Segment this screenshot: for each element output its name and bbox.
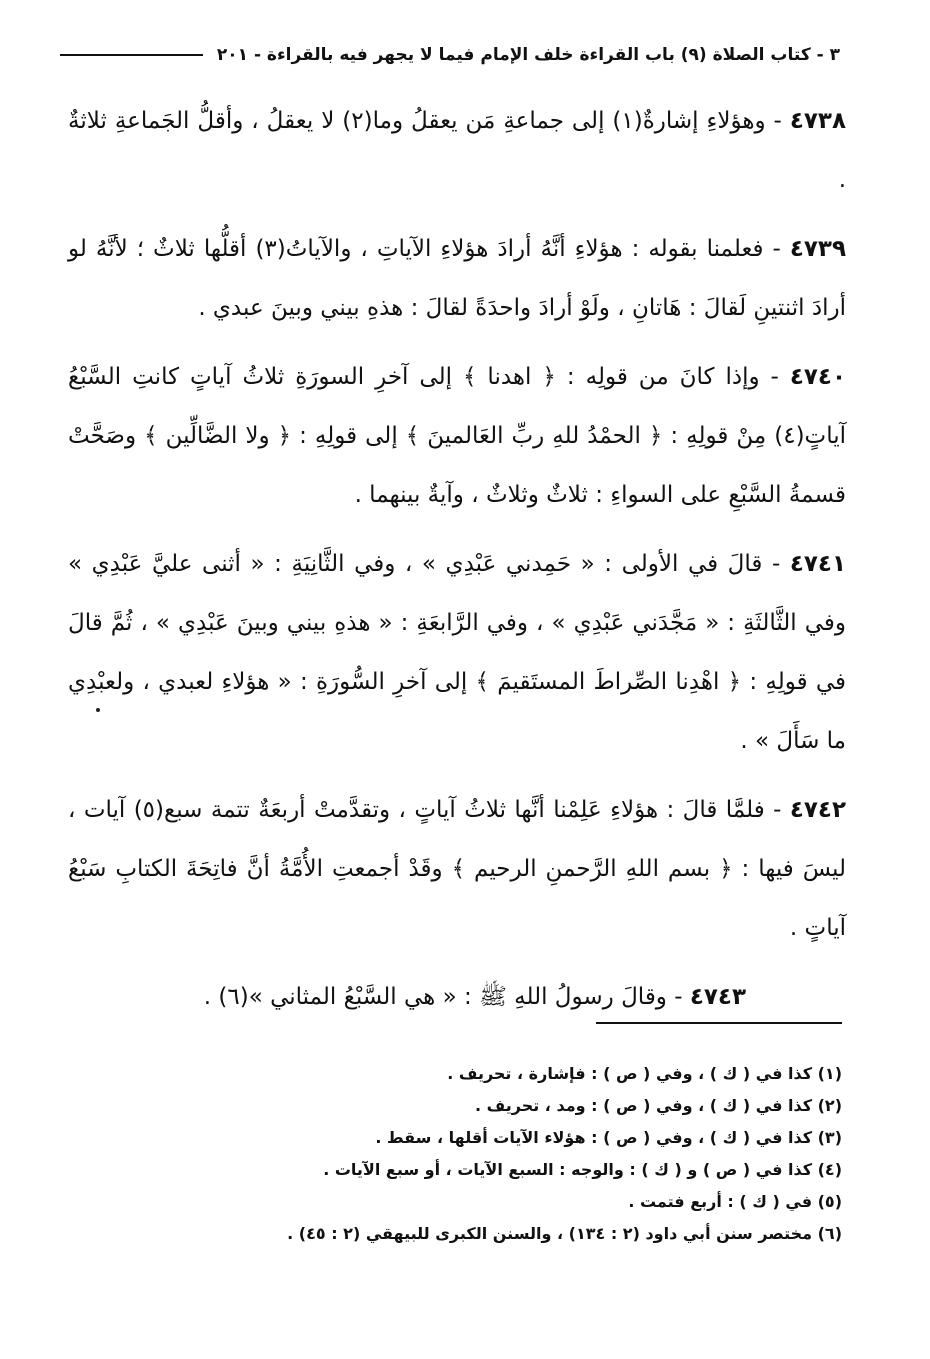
paragraph-text: - فعلمنا بقوله : هؤلاءِ أنَّهُ أرادَ هؤلاءِ الآياتِ ، والآياتُ(٣) أقلُّها ثلاثٌ ؛ لأنَّهُ لو أرادَ اثنتينِ لَقالَ : هَاتانِ ، ولَوْ أرادَ واحدَةً لقالَ : هذهِ بيني وبينَ عبدي .	[68, 236, 846, 321]
paragraph-text: - وهؤلاءِ إشارةٌ(١) إلى جماعةِ مَن يعقلُ وما(٢) لا يعقلُ ، وأقلُّ الجَماعةِ ثلاثةٌ .	[68, 108, 846, 193]
running-header	[60, 40, 840, 70]
paragraph-4742	[68, 781, 846, 958]
footnote-2: (٢) كذا في ( ك ) ، وفي ( ص ) : ومد ، تحريف .	[475, 1096, 842, 1115]
header-title: ٣ - كتاب الصلاة (٩) باب القراءة خلف الإمام فيما لا يجهر فيه بالقراءة - ٢٠١	[216, 45, 840, 65]
paragraph-4741	[68, 535, 846, 771]
paragraph-text: - فلمَّا قالَ : هؤلاءِ عَلِمْنا أنَّها ثلاثُ آياتٍ ، وتقدَّمتْ أربعَةٌ تتمة سبع(٥) آيات ، ليسَ فيها : ﴿ بسم اللهِ الرَّحمنِ الرحيم ﴾ وقَدْ أجمعتِ الأُمَّةُ أنَّ فاتِحَةَ الكتابِ سَبْعُ آياتٍ .	[68, 797, 846, 941]
footnote-4: (٤) كذا في ( ص ) و ( ك ) : والوجه : السبع الآيات ، أو سبع الآيات .	[323, 1160, 842, 1179]
paragraph-text: - قالَ في الأولى : « حَمِدني عَبْدِي » ، وفي الثَّانِيَةِ : « أثنى عليَّ عَبْدِي » وفي الثَّالثَةِ : « مَجَّدَني عَبْدِي » ، وفي الرَّابعَةِ : « هذهِ بيني وبينَ عَبْدِي » ، ثُمَّ قالَ في قولِهِ : ﴿ اهْدِنا الصِّراطَ المستَقيمَ ﴾ إلى آخرِ السُّورَةِ : « هؤلاءِ لعبدي ، ولعبْدِي ما سَأَلَ » .	[68, 551, 846, 754]
paragraph-number: ٤٧٤١	[789, 551, 846, 577]
paragraph-text: - وقالَ رسولُ اللهِ ﷺ : « هي السَّبْعُ المثاني »(٦) .	[203, 984, 690, 1010]
paragraph-text: - وإذا كانَ من قولِه : ﴿ اهدنا ﴾ إلى آخرِ السورَةِ ثلاثُ آياتٍ كانتِ السَّبْعُ آياتٍ(٤) مِنْ قولِهِ : ﴿ الحمْدُ للهِ ربِّ العَالمينَ ﴾ إلى قولِهِ : ﴿ ولا الضَّالِّين ﴾ وصَحَّتْ قسمةُ السَّبْعِ على السواءِ : ثلاثٌ وثلاثٌ ، وآيةٌ بينهما .	[68, 364, 846, 508]
footnotes	[200, 1058, 842, 1250]
paragraph-4738	[68, 92, 846, 210]
paragraph-number: ٤٧٤٠	[789, 364, 846, 390]
footnote-separator	[596, 1022, 842, 1024]
footnote-6: (٦) مختصر سنن أبي داود (٢ : ١٣٤) ، والسنن الكبرى للبيهقي (٢ : ٤٥) .	[287, 1224, 842, 1243]
scan-speck	[96, 708, 100, 712]
paragraph-number: ٤٧٤٢	[789, 797, 846, 823]
footnote-3: (٣) كذا في ( ك ) ، وفي ( ص ) : هؤلاء الآيات أقلها ، سقط .	[375, 1128, 842, 1147]
paragraph-number: ٤٧٤٣	[689, 984, 746, 1010]
paragraph-4740	[68, 348, 846, 525]
paragraph-number: ٤٧٣٩	[789, 236, 846, 262]
header-rule	[60, 54, 203, 56]
paragraph-4743	[68, 968, 846, 1027]
footnote-5: (٥) في ( ك ) : أربع فتمت .	[628, 1192, 842, 1211]
paragraph-number: ٤٧٣٨	[789, 108, 846, 134]
paragraph-4739	[68, 220, 846, 338]
footnote-1: (١) كذا في ( ك ) ، وفي ( ص ) : فإشارة ، تحريف .	[447, 1064, 842, 1083]
main-text	[68, 92, 846, 1037]
